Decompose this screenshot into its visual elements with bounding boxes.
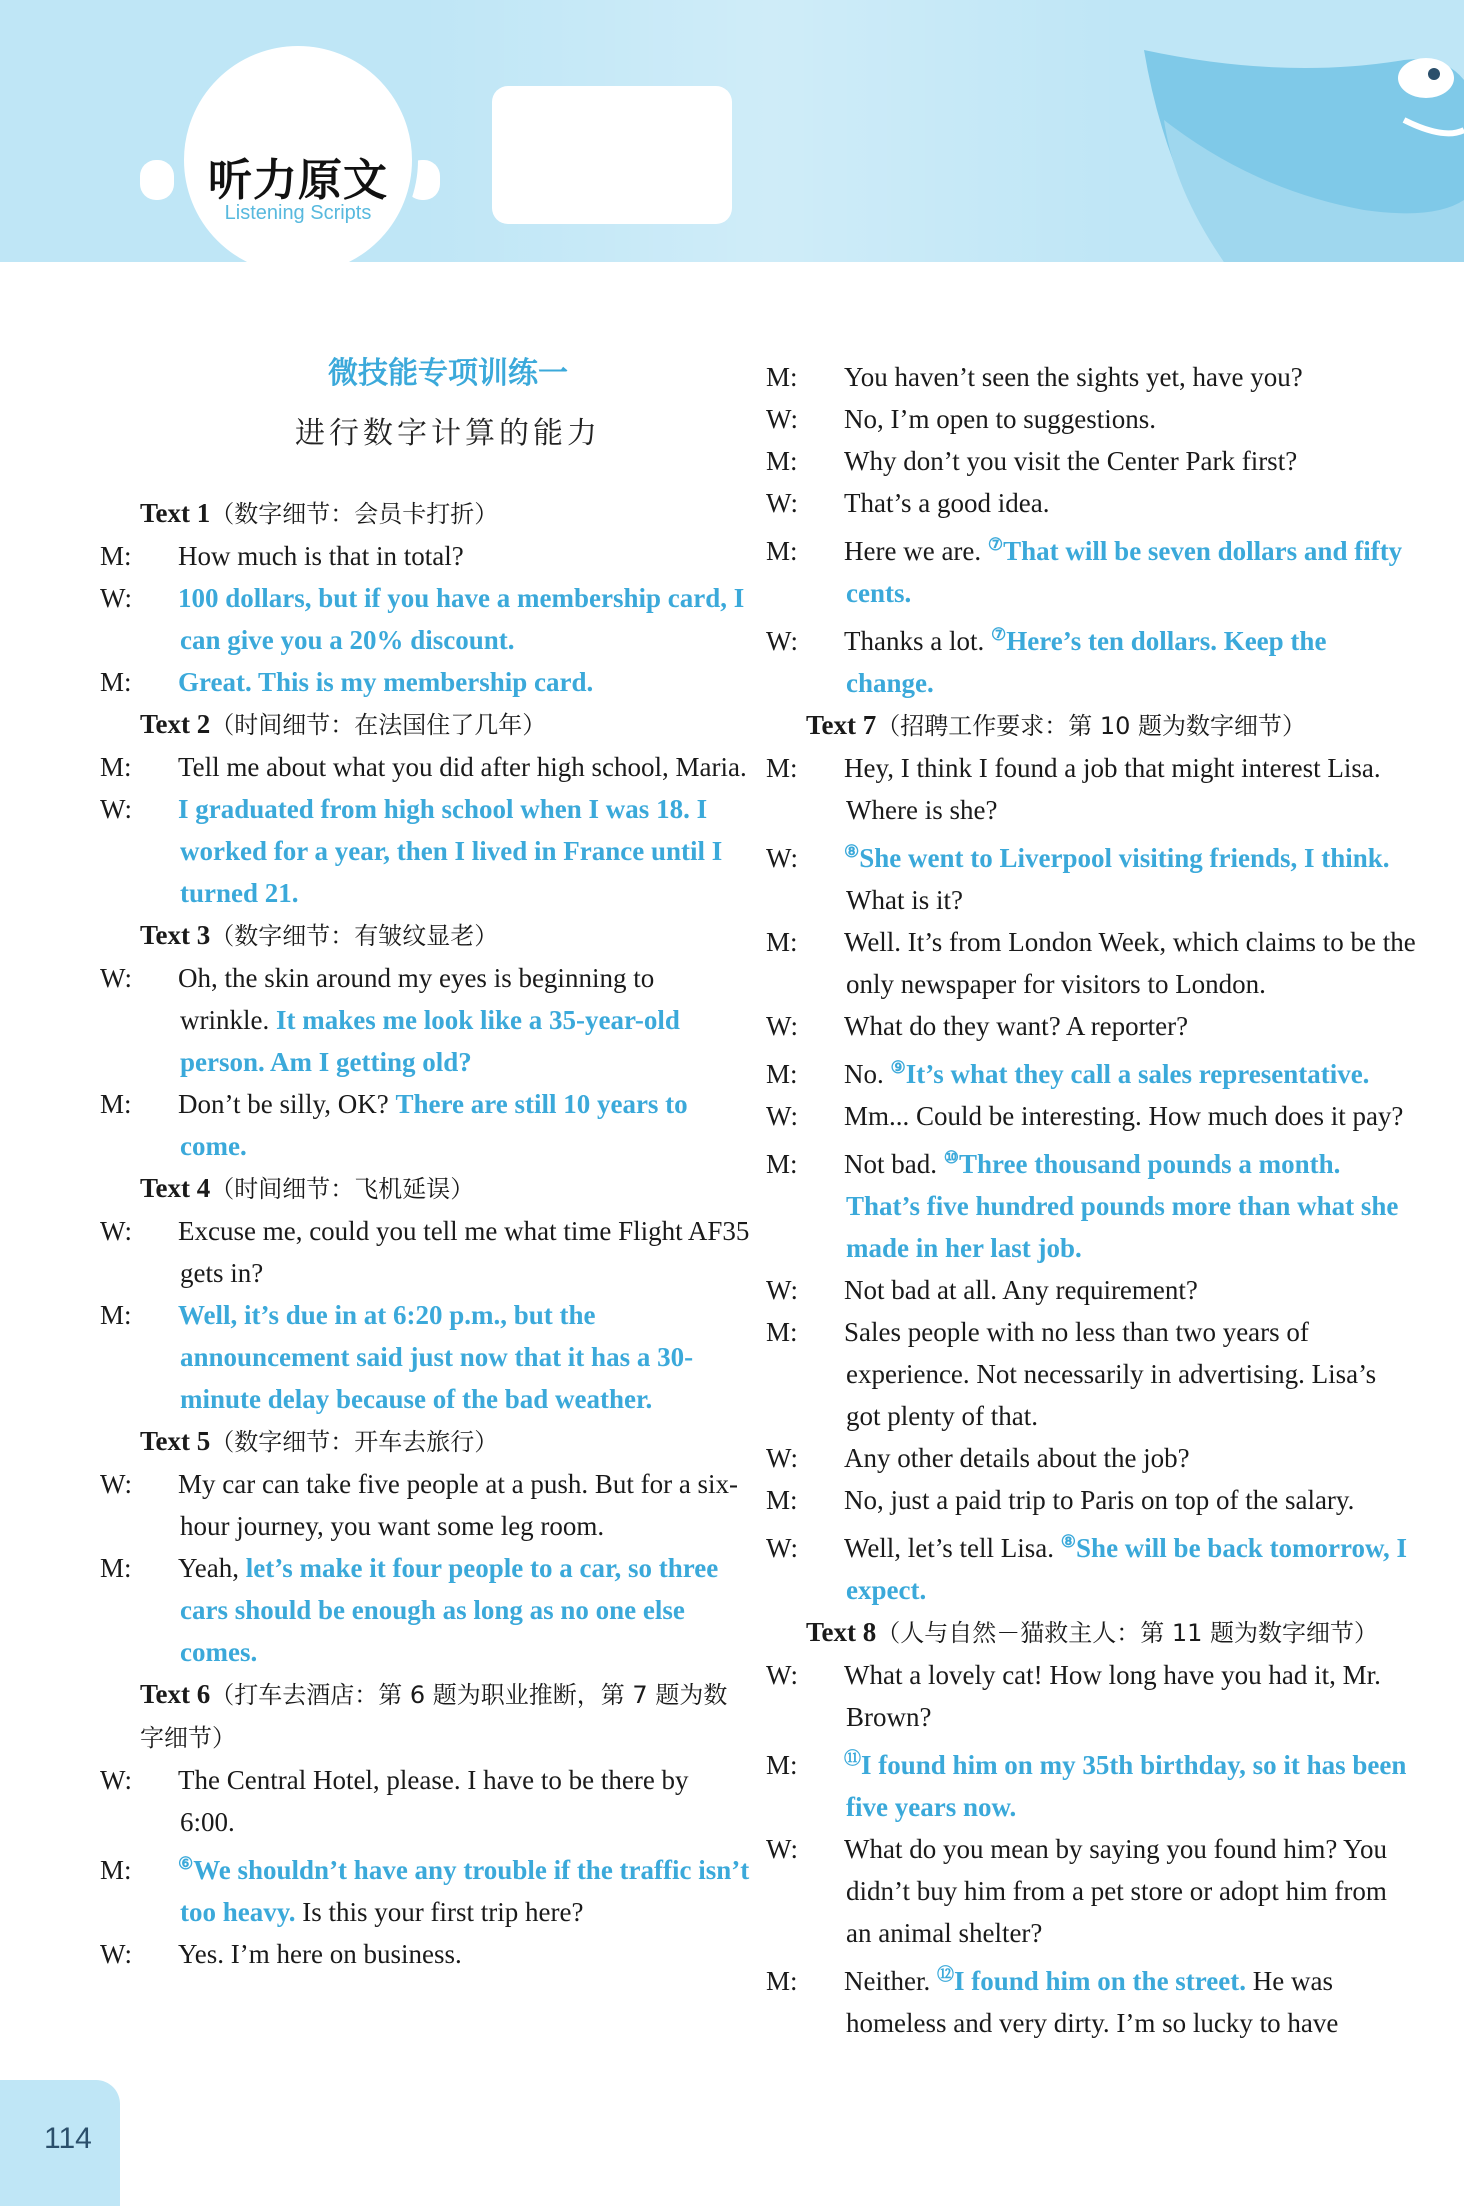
text-note: （时间细节：飞机延误） — [210, 1175, 475, 1203]
line-text: The Central Hotel, please. I have to be there by 6:00. — [178, 1765, 689, 1837]
line-text: Well. It’s from London Week, which claims to be the only newspaper for visitors to London. — [844, 927, 1416, 999]
question-number: ⑫ — [936, 1965, 954, 1984]
speaker-label: M: — [766, 1149, 798, 1179]
line-text: No. — [844, 1059, 891, 1089]
page-number-tab — [0, 2080, 120, 2206]
dialogue-line — [100, 1083, 750, 1167]
text-heading — [140, 703, 750, 746]
bird-decoration-icon — [1104, 20, 1464, 262]
dialogue-line — [766, 921, 1416, 1005]
answer-highlight: let’s make it four people to a car, so three cars should be enough as long as no one else comes. — [180, 1553, 719, 1667]
answer-highlight: We shouldn’t have any trouble if the traffic isn’t too heavy. — [180, 1855, 750, 1927]
header-badge — [178, 40, 418, 262]
dialogue-line — [766, 482, 1416, 524]
text-note: （数字细节：有皱纹显老） — [210, 922, 499, 950]
text-heading — [140, 1673, 750, 1759]
text-note: （打车去酒店：第 6 题为职业推断，第 7 题为数字细节） — [140, 1681, 728, 1752]
line-text: Yeah, — [178, 1553, 246, 1583]
text-note: （数字细节：开车去旅行） — [210, 1428, 499, 1456]
line-text: No, just a paid trip to Paris on top of the salary. — [844, 1485, 1355, 1515]
dialogue-line — [766, 1654, 1416, 1738]
speaker-label: M: — [100, 1553, 132, 1583]
text-note: （数字细节：会员卡打折） — [210, 500, 499, 528]
text-label: Text 8 — [806, 1617, 877, 1647]
speaker-label: W: — [100, 1469, 132, 1499]
speaker-label: M: — [100, 541, 132, 571]
text-note: （招聘工作要求：第 10 题为数字细节） — [876, 712, 1307, 740]
dialogue-line — [766, 1738, 1416, 1828]
text-heading — [140, 1420, 750, 1463]
answer-highlight: Here’s ten dollars. Keep the change. — [846, 626, 1327, 698]
line-text: Any other details about the job? — [844, 1443, 1190, 1473]
page-header — [0, 0, 1464, 262]
answer-highlight: I found him on my 35th birthday, so it has been five years now. — [846, 1750, 1407, 1822]
dialogue-line — [766, 1311, 1416, 1437]
dialogue-line — [766, 1954, 1416, 2044]
answer-highlight: She will be back tomorrow, I expect. — [846, 1533, 1408, 1605]
line-text: What is it? — [846, 885, 963, 915]
line-text: What do they want? A reporter? — [844, 1011, 1189, 1041]
line-text: Not bad at all. Any requirement? — [844, 1275, 1198, 1305]
dialogue-line — [100, 746, 750, 788]
dialogue-line — [766, 524, 1416, 614]
dialogue-line — [766, 1005, 1416, 1047]
speaker-label: W: — [766, 1660, 798, 1690]
question-number: ⑥ — [178, 1854, 194, 1873]
speaker-label: M: — [100, 667, 132, 697]
speaker-label: W: — [766, 1275, 798, 1305]
dialogue-line — [100, 577, 750, 661]
speaker-label: M: — [766, 1317, 798, 1347]
line-text: Well, let’s tell Lisa. — [844, 1533, 1061, 1563]
speaker-label: W: — [766, 843, 798, 873]
dialogue-line — [766, 398, 1416, 440]
speaker-label: W: — [766, 1533, 798, 1563]
text-heading — [140, 914, 750, 957]
line-text: Excuse me, could you tell me what time Flight AF35 gets in? — [178, 1216, 750, 1288]
line-text: Why don’t you visit the Center Park first? — [844, 446, 1298, 476]
dialogue-line — [100, 535, 750, 577]
speaker-label: M: — [766, 1059, 798, 1089]
question-number: ⑨ — [890, 1058, 906, 1077]
answer-highlight: Well, it’s due in at 6:20 p.m., but the announcement said just now that it has a 30-minute delay because of the bad weather. — [178, 1300, 694, 1414]
speaker-label: W: — [100, 1765, 132, 1795]
speaker-label: M: — [100, 1300, 132, 1330]
right-column — [766, 356, 1416, 2044]
line-text: Don’t be silly, OK? — [178, 1089, 396, 1119]
text-heading — [140, 492, 750, 535]
dialogue-line — [100, 1210, 750, 1294]
question-number: ⑧ — [844, 842, 860, 861]
dialogue-line — [100, 1843, 750, 1933]
speaker-label: M: — [100, 752, 132, 782]
answer-highlight: 100 dollars, but if you have a membership card, I can give you a 20% discount. — [178, 583, 745, 655]
answer-highlight: I found him on the street. — [953, 1966, 1247, 1996]
speaker-label: W: — [100, 583, 132, 613]
dialogue-line — [100, 1759, 750, 1843]
dialogue-line — [766, 1269, 1416, 1311]
text-heading — [806, 704, 1416, 747]
text-label: Text 5 — [140, 1426, 211, 1456]
speaker-label: W: — [100, 1216, 132, 1246]
speaker-label: M: — [100, 1089, 132, 1119]
speaker-label: W: — [766, 488, 798, 518]
line-text: Yes. I’m here on business. — [178, 1939, 462, 1969]
line-text: Here we are. — [844, 536, 988, 566]
dialogue-line — [766, 831, 1416, 921]
speaker-label: W: — [766, 1443, 798, 1473]
text-label: Text 6 — [140, 1679, 211, 1709]
question-number: ⑪ — [844, 1749, 861, 1768]
line-text: How much is that in total? — [178, 541, 464, 571]
speaker-label: M: — [766, 446, 798, 476]
section-title: 微技能专项训练一 — [328, 357, 568, 390]
dialogue-line — [100, 1463, 750, 1547]
badge-title: 听力原文 — [208, 156, 388, 205]
text-heading — [140, 1167, 750, 1210]
question-number: ⑦ — [990, 625, 1007, 644]
line-text: Not bad. — [844, 1149, 944, 1179]
text-note: （人与自然－猫救主人：第 11 题为数字细节） — [876, 1619, 1379, 1647]
line-text: What a lovely cat! How long have you had it, Mr. Brown? — [844, 1660, 1381, 1732]
text-heading — [806, 1611, 1416, 1654]
dialogue-line — [766, 1479, 1416, 1521]
line-text: Sales people with no less than two years of experience. Not necessarily in advertising. Lisa’s got plenty of that. — [844, 1317, 1377, 1431]
line-text: Oh, the skin around my eyes is beginning to wrinkle. — [178, 963, 655, 1035]
text-label: Text 7 — [806, 710, 877, 740]
line-text: Tell me about what you did after high school, Maria. — [178, 752, 747, 782]
question-number: ⑧ — [1060, 1532, 1077, 1551]
text-label: Text 1 — [140, 498, 211, 528]
speaker-label: W: — [100, 794, 132, 824]
dialogue-line — [766, 1047, 1416, 1095]
text-label: Text 3 — [140, 920, 211, 950]
line-text: He was homeless and very dirty. I’m so lucky to have — [846, 1966, 1339, 2038]
text-note: （时间细节：在法国住了几年） — [210, 711, 547, 739]
dialogue-line — [766, 1828, 1416, 1954]
dialogue-line — [766, 1437, 1416, 1479]
answer-highlight: She went to Liverpool visiting friends, I think. — [859, 843, 1390, 873]
badge-tab-left — [140, 160, 174, 200]
dialogue-line — [100, 788, 750, 914]
speaker-label: M: — [766, 536, 798, 566]
line-text: Hey, I think I found a job that might interest Lisa. Where is she? — [844, 753, 1381, 825]
line-text: That’s a good idea. — [844, 488, 1050, 518]
badge-subtitle: Listening Scripts — [224, 202, 372, 224]
dialogue-line — [766, 614, 1416, 704]
header-blank-box — [492, 86, 732, 224]
speaker-label: W: — [766, 1101, 798, 1131]
line-text: Neither. — [844, 1966, 937, 1996]
dialogue-line — [100, 1547, 750, 1673]
answer-highlight: It’s what they call a sales representative. — [905, 1059, 1370, 1089]
answer-highlight: There are still 10 years to come. — [180, 1089, 688, 1161]
answer-highlight: That will be seven dollars and fifty cents. — [846, 536, 1403, 608]
question-number: ⑩ — [943, 1148, 959, 1167]
left-column — [100, 492, 750, 1975]
speaker-label: M: — [766, 927, 798, 957]
dialogue-line — [100, 1294, 750, 1420]
line-text: No, I’m open to suggestions. — [844, 404, 1156, 434]
speaker-label: W: — [766, 1011, 798, 1041]
question-number: ⑦ — [987, 535, 1004, 554]
answer-highlight: Three thousand pounds a month. That’s five hundred pounds more than what she made in her last job. — [846, 1149, 1399, 1263]
line-text: What do you mean by saying you found him? You didn’t buy him from a pet store or adopt him from an animal shelter? — [844, 1834, 1387, 1948]
line-text: You haven’t seen the sights yet, have you? — [844, 362, 1303, 392]
dialogue-line — [100, 957, 750, 1083]
section-subtitle: 进行数字计算的能力 — [295, 416, 601, 451]
line-text: Is this your first trip here? — [295, 1897, 584, 1927]
speaker-label: W: — [766, 1834, 798, 1864]
text-label: Text 4 — [140, 1173, 211, 1203]
speaker-label: W: — [766, 626, 798, 656]
answer-highlight: I graduated from high school when I was 18. I worked for a year, then I lived in France until I turned 21. — [178, 794, 723, 908]
dialogue-line — [766, 747, 1416, 831]
speaker-label: M: — [766, 362, 798, 392]
dialogue-line — [766, 1095, 1416, 1137]
text-label: Text 2 — [140, 709, 211, 739]
line-text: Thanks a lot. — [844, 626, 991, 656]
dialogue-line — [766, 440, 1416, 482]
speaker-label: M: — [766, 1750, 798, 1780]
speaker-label: W: — [100, 963, 132, 993]
speaker-label: M: — [100, 1855, 132, 1885]
dialogue-line — [766, 356, 1416, 398]
dialogue-line — [766, 1137, 1416, 1269]
speaker-label: W: — [766, 404, 798, 434]
dialogue-line — [766, 1521, 1416, 1611]
page-number: 114 — [44, 2122, 92, 2155]
speaker-label: W: — [100, 1939, 132, 1969]
dialogue-line — [100, 661, 750, 703]
speaker-label: M: — [766, 1485, 798, 1515]
line-text: Mm... Could be interesting. How much does it pay? — [844, 1101, 1404, 1131]
answer-highlight: It makes me look like a 35-year-old person. Am I getting old? — [180, 1005, 680, 1077]
dialogue-line — [100, 1933, 750, 1975]
answer-highlight: Great. This is my membership card. — [178, 667, 594, 697]
line-text: My car can take five people at a push. But for a six-hour journey, you want some leg room. — [178, 1469, 739, 1541]
speaker-label: M: — [766, 1966, 798, 1996]
speaker-label: M: — [766, 753, 798, 783]
